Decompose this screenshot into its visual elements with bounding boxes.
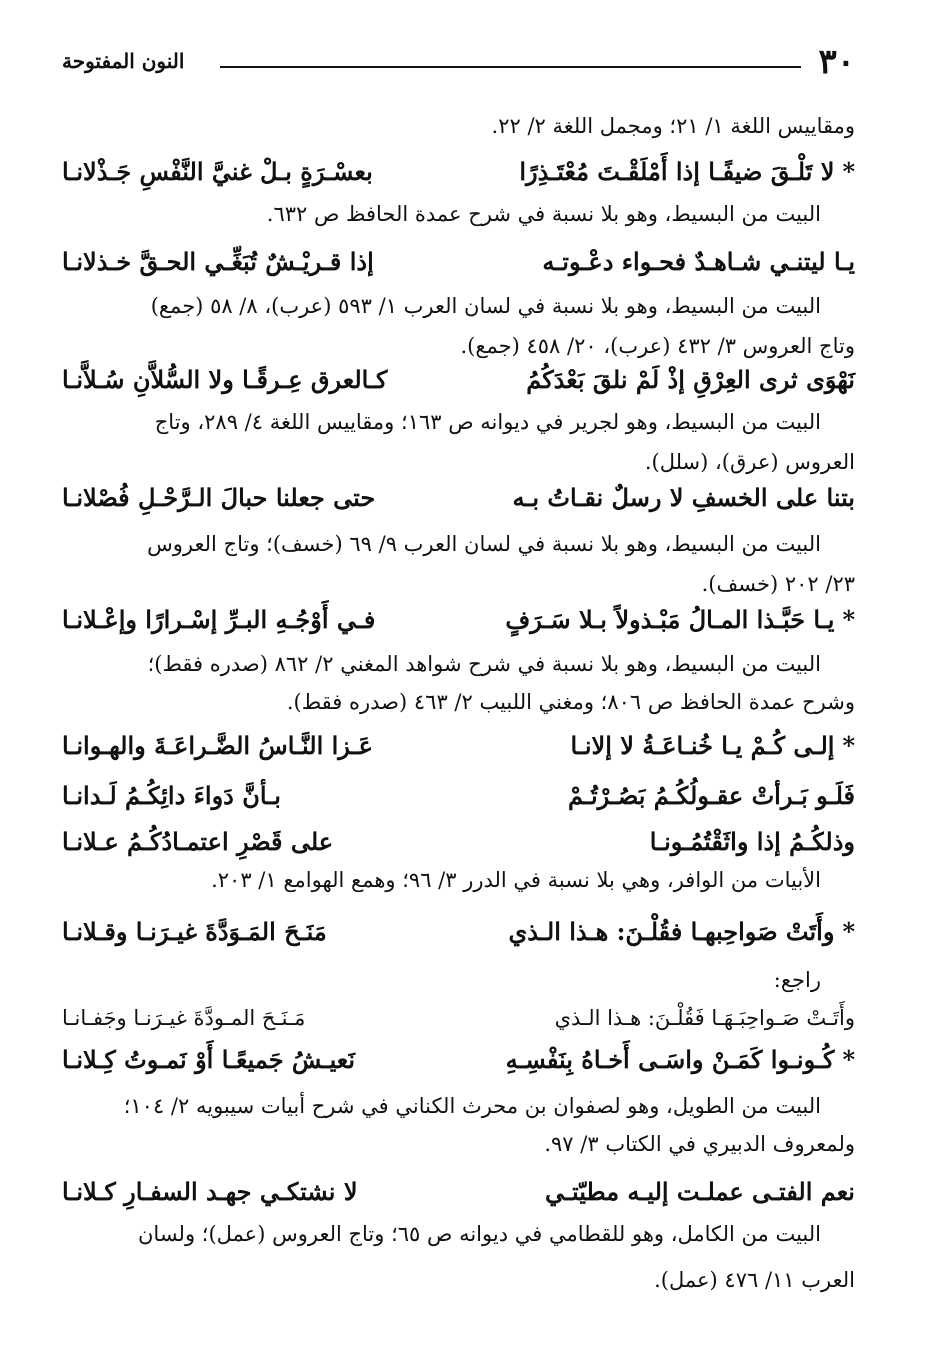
- note-line: البيت من البسيط، وهو بلا نسبة في شرح عمدة الحافظ ص ٦٣٢.: [266, 202, 821, 226]
- verse-line: [62, 1036, 855, 1084]
- verse-first-hemistich: وأَتَـتْ صَـواحِبَـهَـا فَقُلْـنَ: هـذا الـذي: [554, 1006, 855, 1030]
- verse-first-hemistich: فَلَـو بَـرأتْ عقـولُكُـمُ بَصُـرْتُـمْ: [567, 781, 855, 810]
- verse-second-hemistich: إذا قـريْـشٌ تُبَغِّـي الحـقَّ خـذلانـا: [62, 247, 374, 276]
- verse-first-hemistich-text: لا تَلْـقَ ضيفًـا إذا أَمْلَقْـتَ مُعْتَـذِرًا: [519, 157, 835, 186]
- note-line: البيت من الكامل، وهو للقطامي في ديوانه ص ٦٥؛ وتاج العروس (عمل)؛ ولسان: [138, 1222, 821, 1246]
- verse-first-hemistich: [570, 722, 855, 770]
- verse-second-hemistich: فـي أَوْجُـهِ البـرِّ إسْـرارًا وإعْـلانـا: [62, 605, 376, 634]
- verse-line: [62, 238, 855, 286]
- verse-line: [62, 908, 855, 956]
- header-rule: [220, 66, 801, 68]
- note-line: البيت من البسيط، وهو لجرير في ديوانه ص ١٦٣؛ ومقاييس اللغة ٤/ ٢٨٩، وتاج: [154, 410, 821, 434]
- verse-line: [62, 596, 855, 644]
- note-line: العرب ١١/ ٤٧٦ (عمل).: [654, 1268, 855, 1292]
- verse-line: [62, 474, 855, 522]
- verse-first-hemistich: [519, 148, 855, 196]
- verse-line: [62, 722, 855, 770]
- note-line: الأبيات من الوافر، وهي بلا نسبة في الدرر ٣/ ٩٦؛ وهمع الهوامع ١/ ٢٠٣.: [211, 868, 821, 892]
- note-line: العروس (عرق)، (سلل).: [644, 450, 855, 474]
- note-line: ومقاييس اللغة ١/ ٢١؛ ومجمل اللغة ٢/ ٢٢.: [491, 114, 855, 138]
- verse-first-hemistich: [505, 596, 855, 644]
- note-line: البيت من البسيط، وهو بلا نسبة في لسان العرب ٩/ ٦٩ (خسف)؛ وتاج العروس: [147, 532, 821, 556]
- verse-second-hemistich: نَعيـشُ جَميعًـا أَوْ نَمـوتُ كِـلانـا: [62, 1045, 356, 1074]
- verse-first-hemistich: [506, 1036, 855, 1084]
- note-line: ولمعروف الدبيري في الكتاب ٣/ ٩٧.: [544, 1132, 855, 1156]
- verse-first-hemistich: نعم الفتـى عملـت إليـه مطيّتـي: [545, 1177, 855, 1206]
- verse-line: [62, 1168, 855, 1216]
- running-header: [62, 42, 855, 82]
- verse-line: [62, 818, 855, 866]
- star-marker: *: [842, 917, 855, 946]
- star-marker: *: [842, 1045, 855, 1074]
- note-line: ٢٣/ ٢٠٢ (خسف).: [701, 572, 855, 596]
- chapter-title: النون المفتوحة: [62, 49, 185, 73]
- verse-first-hemistich-text: إلـى كُـمْ يـا خُنـاعَـةُ لا إلانـا: [570, 731, 835, 760]
- star-marker: *: [842, 731, 855, 760]
- star-marker: *: [842, 605, 855, 634]
- verse-second-hemistich: مَـنَـحَ المـودَّةَ غيـرَنـا وجَفـانـا: [62, 1006, 306, 1030]
- verse-second-hemistich: مَنَـحَ المَـوَدَّةَ غيـرَنـا وقـلانـا: [62, 917, 327, 946]
- verse-line: [62, 356, 855, 404]
- verse-second-hemistich: على قَصْرِ اعتمـادُكُـمُ عـلانـا: [62, 827, 334, 856]
- verse-line: [62, 148, 855, 196]
- verse-first-hemistich: وذلكُـمُ إذا واثَقْتُمُـونـا: [649, 827, 855, 856]
- page-number: ٣٠: [818, 42, 855, 82]
- verse-first-hemistich-text: يـا حَبَّـذا المـالُ مَبْـذولاً بـلا سَـرَفٍ: [505, 605, 835, 634]
- note-line: البيت من البسيط، وهو بلا نسبة في شرح شواهد المغني ٢/ ٨٦٢ (صدره فقط)؛: [147, 652, 821, 676]
- verse-second-hemistich: بعسْـرَةٍ بـلْ غنيَّ النَّفْسِ جَـذْلانـا: [62, 157, 373, 186]
- verse-second-hemistich: عَـزا النَّـاسُ الضَّـراعَـةَ والهـوانـا: [62, 731, 373, 760]
- star-marker: *: [842, 157, 855, 186]
- verse-second-hemistich: بـأنَّ دَواءَ دائِكُـمُ لَـدانـا: [62, 781, 281, 810]
- verse-first-hemistich: نَهْوَى ثرى العِرْقِ إذْ لَمْ نلقَ بَعْدَكُمُ: [526, 365, 855, 394]
- verse-second-hemistich: كـالعرق عِـرقًـا ولا السُّلاَّنِ سُـلاَّنـا: [62, 365, 388, 394]
- note-line: راجع:: [773, 968, 821, 992]
- note-line: وشرح عمدة الحافظ ص ٨٠٦؛ ومغني اللبيب ٢/ ٤٦٣ (صدره فقط).: [286, 690, 855, 714]
- verse-first-hemistich-text: كُـونـوا كَمَـنْ واسَـى أَخـاهُ بِنَفْسِـهِ: [505, 1045, 835, 1074]
- verse-first-hemistich-text: وأَتَتْ صَواحِبهـا فقُلْـنَ: هـذا الـذي: [508, 917, 835, 946]
- verse-first-hemistich: يـا ليتنـي شـاهـدٌ فحـواء دعْـوتـه: [542, 247, 855, 276]
- verse-first-hemistich: بتنا على الخسفِ لا رسلٌ نقـاتُ بـه: [512, 483, 855, 512]
- note-line: البيت من البسيط، وهو بلا نسبة في لسان العرب ١/ ٥٩٣ (عرب)، ٨/ ٥٨ (جمع): [150, 294, 821, 318]
- note-line: البيت من الطويل، وهو لصفوان بن محرث الكناني في شرح أبيات سيبويه ٢/ ١٠٤؛: [123, 1094, 821, 1118]
- verse-second-hemistich: حتى جعلنا حبالَ الـرَّحْـلِ فُصْلانـا: [62, 483, 376, 512]
- verse-first-hemistich: [509, 908, 855, 956]
- verse-second-hemistich: لا نشتكـي جهـد السفـارِ كـلانـا: [62, 1177, 358, 1206]
- note-line: وتاج العروس ٣/ ٤٣٢ (عرب)، ٢٠/ ٤٥٨ (جمع).: [460, 334, 855, 358]
- verse-line: [62, 772, 855, 820]
- verse-line: [62, 994, 855, 1042]
